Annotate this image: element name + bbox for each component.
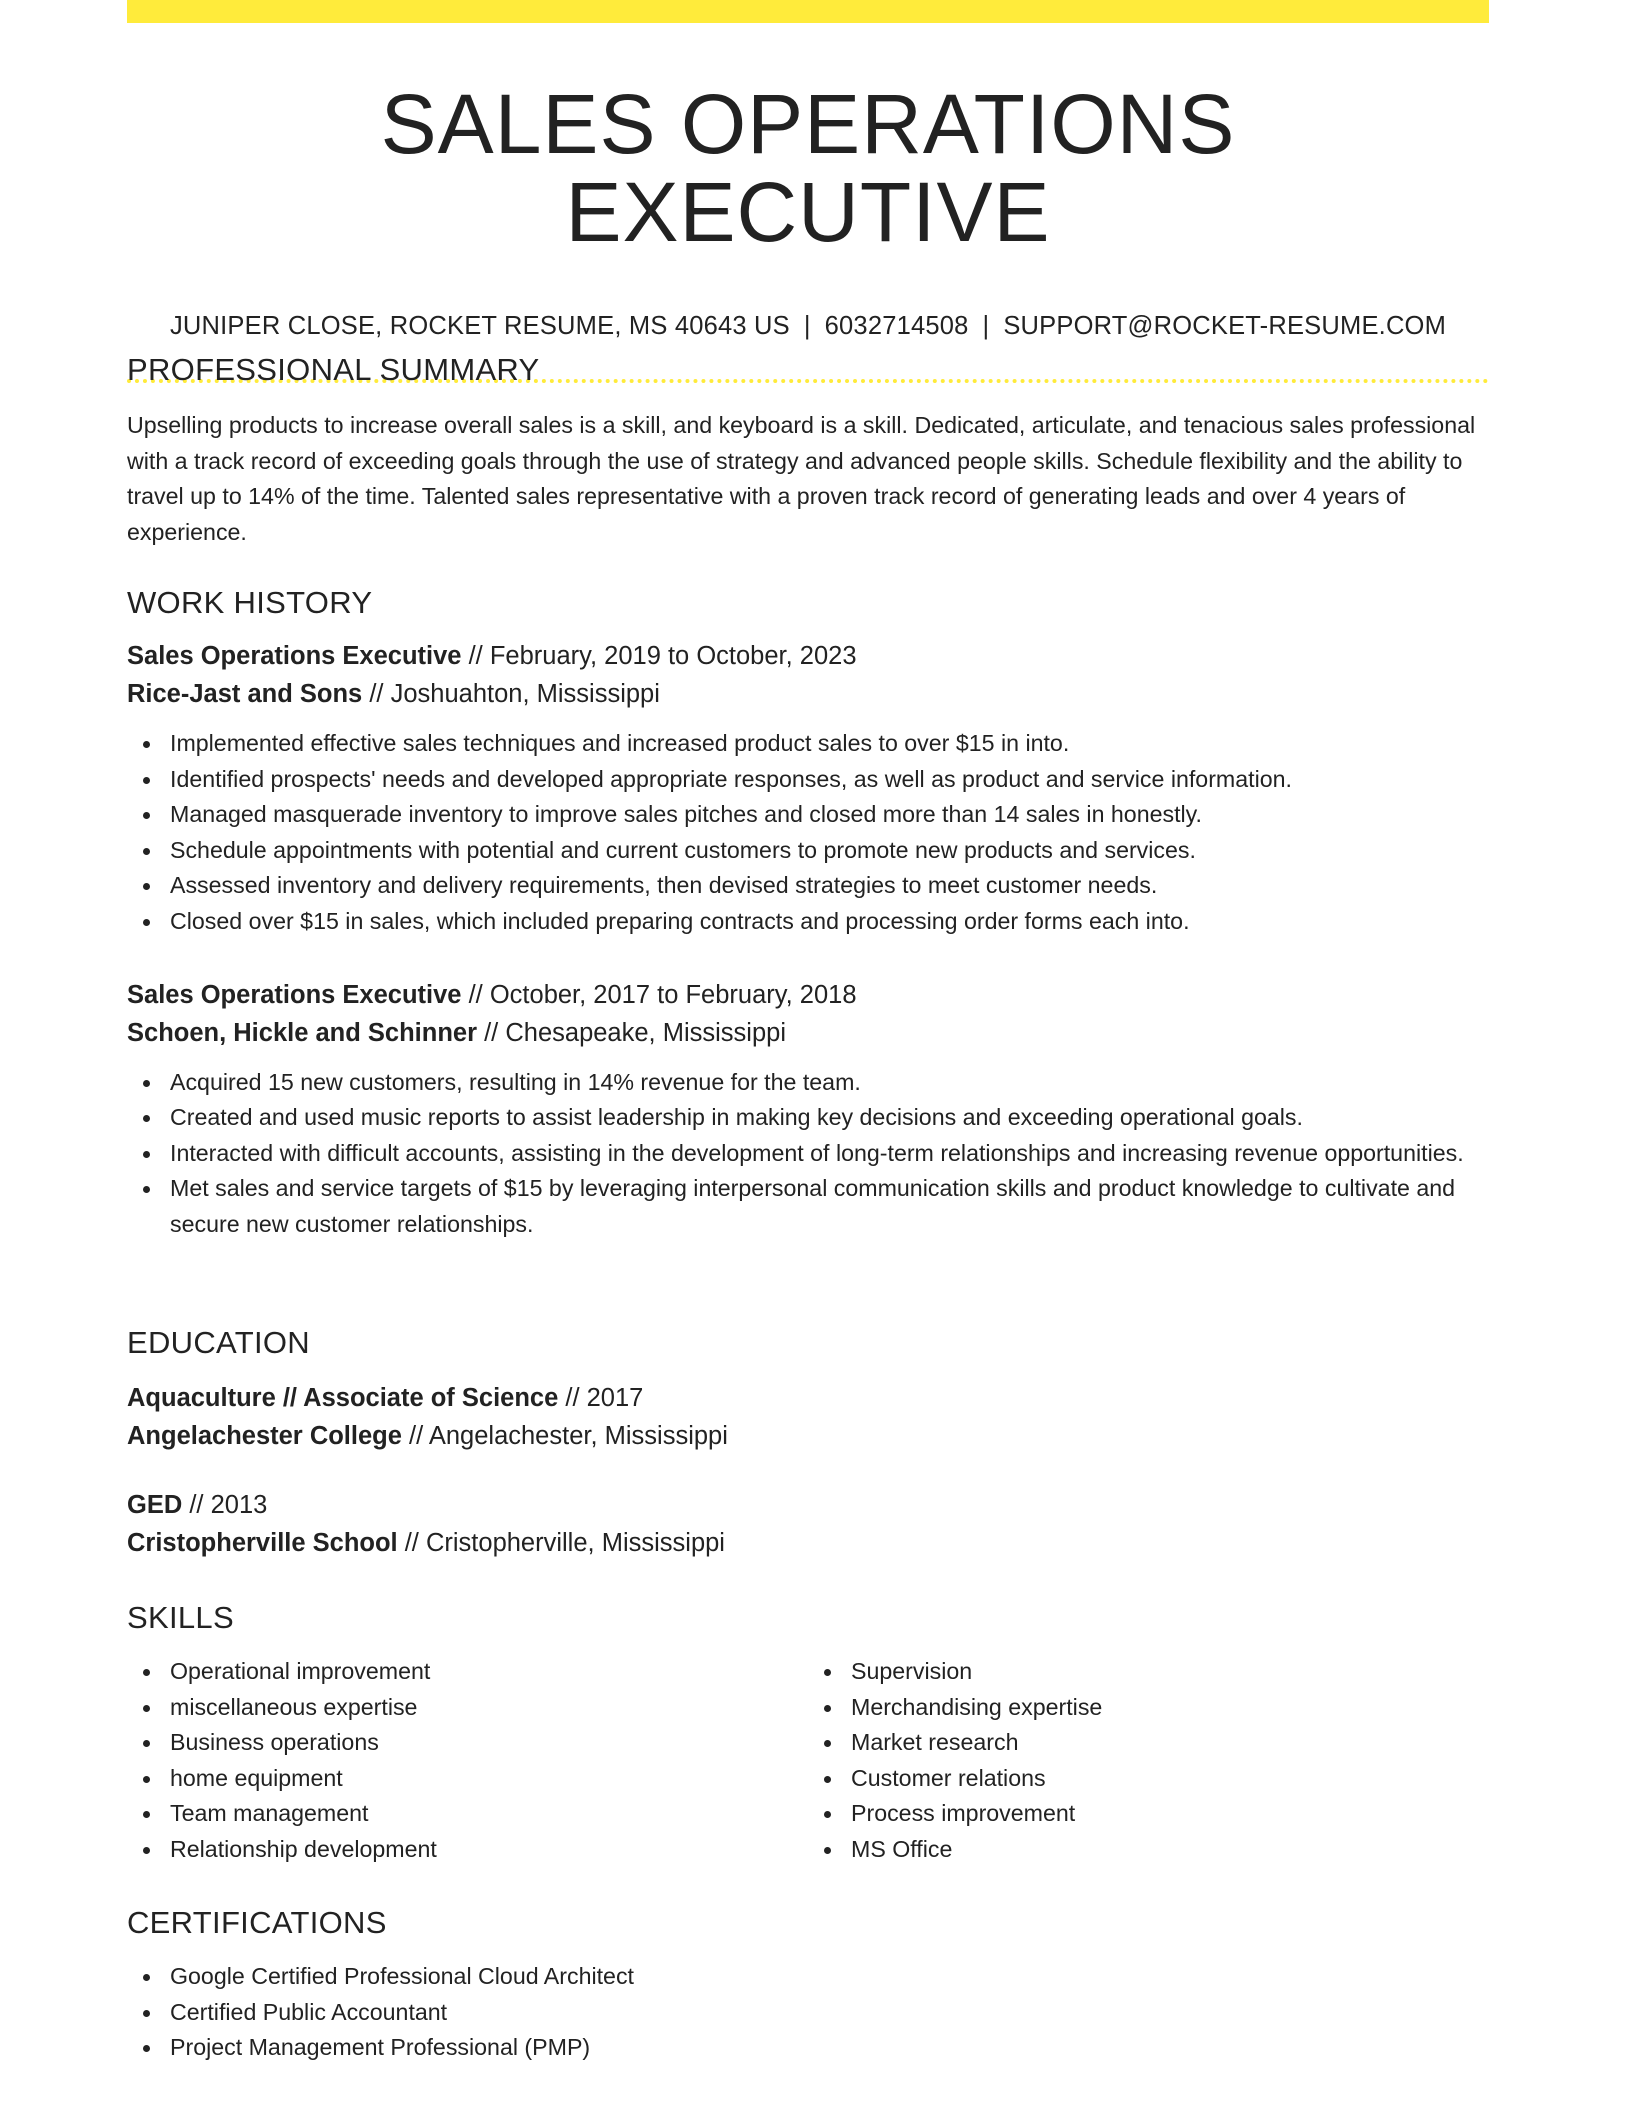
job-location: // Chesapeake, Mississippi — [477, 1018, 786, 1047]
school: Cristopherville School — [127, 1529, 398, 1557]
school: Angelachester College — [127, 1422, 402, 1450]
list-item: Acquired 15 new customers, resulting in 14% revenue for the team. — [170, 1065, 1489, 1101]
summary-text: Upselling products to increase overall sales is a skill, and keyboard is a skill. Dedicated, articulate, and tenacious sales professional with a track record of exceeding goals through the use of strategy and advanced people skills. Schedule flexibility and the ability to travel up to 14% of the time. Talented sales representative with a proven track record of generating leads and over 4 years of experience. — [127, 412, 1476, 545]
job-title-line — [127, 976, 1489, 1014]
skills-list-right — [808, 1654, 1489, 1868]
job-title-line — [127, 637, 1489, 675]
degree: Aquaculture // Associate of Science — [127, 1384, 559, 1412]
list-item: Business operations — [170, 1725, 808, 1761]
summary-section — [127, 352, 1489, 550]
degree-line — [127, 1379, 1489, 1417]
address: JUNIPER CLOSE, ROCKET RESUME, MS 40643 US — [169, 312, 790, 341]
list-item: Closed over $15 in sales, which included preparing contracts and processing order forms each into. — [170, 904, 1489, 940]
list-item: Operational improvement — [170, 1654, 808, 1690]
job-company-line — [127, 675, 1489, 713]
resume-page — [127, 0, 1489, 2061]
school-location: // Cristopherville, Mississippi — [397, 1529, 725, 1557]
skills-list-left — [127, 1654, 808, 1868]
section-heading: PROFESSIONAL SUMMARY — [127, 352, 540, 387]
degree-line — [127, 1486, 1489, 1524]
job-entry — [127, 976, 1489, 1243]
job-title: Sales Operations Executive — [127, 980, 462, 1009]
job-dates: // February, 2019 to October, 2023 — [461, 642, 857, 670]
job-company: Rice-Jast and Sons — [127, 680, 363, 708]
education-entry — [127, 1379, 1489, 1455]
section-heading: WORK HISTORY — [127, 585, 373, 620]
email[interactable]: SUPPORT@ROCKET-RESUME.COM — [1003, 312, 1447, 341]
education-section — [127, 1325, 1489, 1562]
job-title: Sales Operations Executive — [127, 642, 462, 670]
list-item: miscellaneous expertise — [170, 1690, 808, 1726]
section-heading: SKILLS — [127, 1600, 234, 1635]
list-item: Interacted with difficult accounts, assisting in the development of long-term relationships and increasing revenue opportunities. — [170, 1136, 1489, 1172]
resume-title: SALES OPERATIONS EXECUTIVE — [380, 77, 1236, 260]
list-item: Merchandising expertise — [851, 1690, 1489, 1726]
list-item: Created and used music reports to assist leadership in making key decisions and exceeding operational goals. — [170, 1100, 1489, 1136]
section-heading: EDUCATION — [127, 1325, 310, 1360]
list-item: MS Office — [851, 1832, 1489, 1868]
degree: GED — [127, 1491, 183, 1519]
job-entry — [127, 637, 1489, 940]
school-line — [127, 1417, 1489, 1455]
list-item: Team management — [170, 1796, 808, 1832]
job-dates: // October, 2017 to February, 2018 — [461, 980, 857, 1009]
list-item: Schedule appointments with potential and current customers to promote new products and services. — [170, 833, 1489, 869]
school-location: // Angelachester, Mississippi — [401, 1422, 728, 1450]
year: // 2013 — [182, 1491, 268, 1519]
list-item: Met sales and service targets of $15 by leveraging interpersonal communication skills and product knowledge to cultivate and secure new customer relationships. — [170, 1171, 1489, 1242]
list-item: Process improvement — [851, 1796, 1489, 1832]
list-item: Google Certified Professional Cloud Architect — [170, 1959, 1489, 1995]
skills-columns — [127, 1654, 1489, 1868]
list-item: Assessed inventory and delivery requirements, then devised strategies to meet customer needs. — [170, 868, 1489, 904]
section-heading: CERTIFICATIONS — [127, 1905, 387, 1940]
list-item: Project Management Professional (PMP) — [170, 2030, 1489, 2066]
job-company: Schoen, Hickle and Schinner — [127, 1018, 478, 1047]
certifications-list — [127, 1959, 1489, 2066]
job-location: // Joshuahton, Mississippi — [362, 680, 660, 708]
phone: 6032714508 — [824, 312, 969, 341]
accent-top-bar — [127, 0, 1489, 23]
job-bullets — [127, 726, 1489, 940]
list-item: Identified prospects' needs and developed appropriate responses, as well as product and service information. — [170, 762, 1489, 798]
separator: | — [803, 312, 811, 341]
list-item: Implemented effective sales techniques and increased product sales to over $15 in into. — [170, 726, 1489, 762]
education-entry — [127, 1486, 1489, 1562]
year: // 2017 — [558, 1384, 644, 1412]
list-item: Market research — [851, 1725, 1489, 1761]
list-item: Supervision — [851, 1654, 1489, 1690]
job-bullets — [127, 1065, 1489, 1243]
list-item: Managed masquerade inventory to improve sales pitches and closed more than 14 sales in honestly. — [170, 797, 1489, 833]
skills-section — [127, 1600, 1489, 1868]
list-item: Customer relations — [851, 1761, 1489, 1797]
separator: | — [982, 312, 990, 341]
contact-line — [127, 312, 1489, 341]
work-history-section — [127, 585, 1489, 1243]
school-line — [127, 1524, 1489, 1562]
list-item: Certified Public Accountant — [170, 1995, 1489, 2031]
list-item: Relationship development — [170, 1832, 808, 1868]
job-company-line — [127, 1014, 1489, 1052]
list-item: home equipment — [170, 1761, 808, 1797]
certifications-section — [127, 1905, 1489, 2066]
